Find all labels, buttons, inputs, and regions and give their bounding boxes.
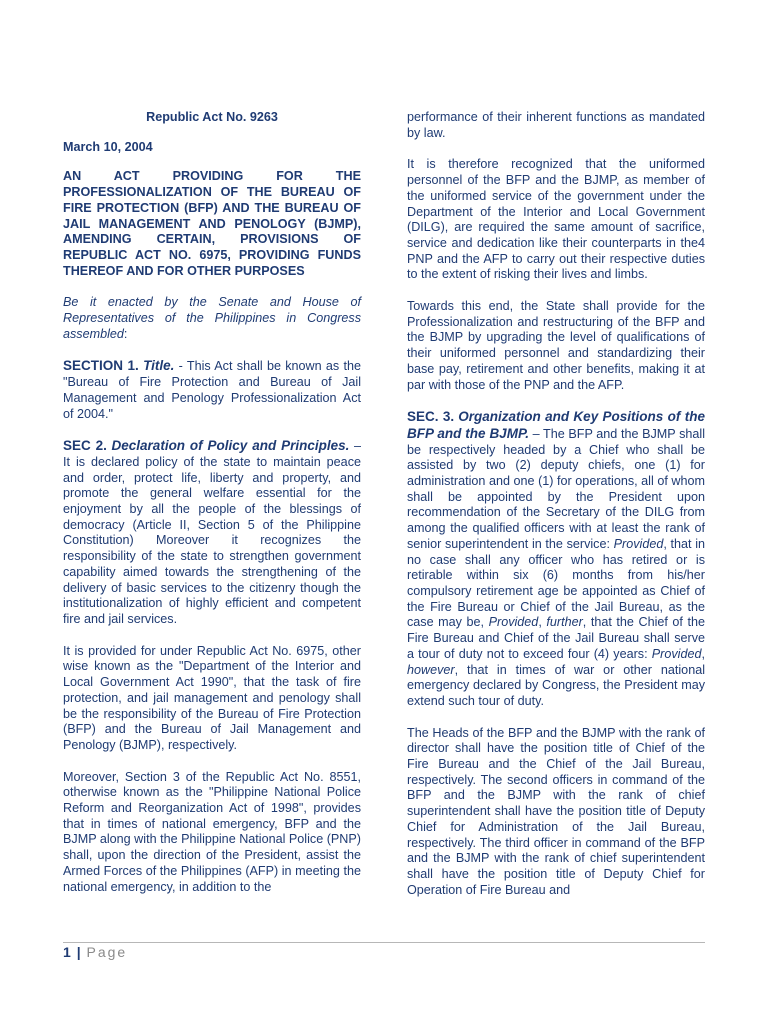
- document-title: Republic Act No. 9263: [146, 110, 278, 124]
- section-3: [407, 409, 705, 709]
- paragraph-towards: Towards this end, the State shall provide for the Professionalization and restructuring of the BFP and the BJMP by upgrading the level of qualifications of their uniformed personnel and standardizing their base pay, retirement and other benefits, making it at par with those of the PNP and the AFP.: [407, 299, 705, 392]
- paragraph-recognized: It is therefore recognized that the uniformed personnel of the BFP and the BJMP, as member of the uniformed service of the government under the Department of the Interior and Local Government (DILG), are required the same amount of sacrifice, service and dedication like their counterparts in the4 PNP and the AFP to carry out their respective duties to the extent of risking their lives and limbs.: [407, 157, 705, 282]
- section-3-number: SEC. 3.: [407, 409, 455, 425]
- section-2-title: Declaration of Policy and Principles.: [111, 438, 350, 454]
- paragraph-continuation: performance of their inherent functions as mandated by law.: [407, 110, 705, 140]
- section-3-proviso-1: Provided: [613, 536, 664, 551]
- section-3-proviso-2: Provided: [488, 615, 539, 630]
- document-date: March 10, 2004: [63, 139, 153, 154]
- section-2: [63, 438, 361, 627]
- paragraph-heads: The Heads of the BFP and the BJMP with the rank of director shall have the position title of Chief of the Fire Bureau and the Chief of the Jail Bureau, respectively. The second officers in command of the BFP and the BJMP with the rank of chief superintendent shall have the position title of Deputy Chief for Administration of the Jail Bureau, respectively. The third officer in command of the BFP and the BJMP with the rank of chief superintendent shall have the position title of Deputy Chief for Operation of Fire Bureau and: [407, 725, 705, 897]
- page-number: 1: [63, 944, 71, 960]
- section-1-number: SECTION 1.: [63, 358, 139, 374]
- paragraph-ra-8551: Moreover, Section 3 of the Republic Act No. 8551, otherwise known as the "Philippine National Police Reform and Reorganization Act of 1998", provides that in times of national emergency, BFP and the BJMP along with the Philippine National Police (PNP) shall, upon the direction of the President, assist the Armed Forces of the Philippines (AFP) in meeting the national emergency, in addition to the: [63, 769, 361, 894]
- section-3-title: Organization and Key Positions of the BFP and the BJMP.: [407, 409, 705, 441]
- footer-rule: [63, 942, 705, 943]
- left-column: [63, 110, 361, 911]
- section-1-text: - This Act shall be known as the "Bureau of Fire Protection and Bureau of Jail Management and Penology Professionalization Act of 2004.": [63, 359, 362, 421]
- section-2-number: SEC 2.: [63, 438, 107, 454]
- section-1-title: Title.: [143, 358, 175, 374]
- section-3-proviso-5: however: [407, 662, 455, 677]
- enacting-clause: [63, 295, 361, 342]
- section-1: [63, 358, 361, 422]
- enacting-clause-text: Be it enacted by the Senate and House of Representatives of the Philippines in Congress assembled: [63, 295, 361, 341]
- page-footer: [63, 944, 127, 960]
- page-label: Page: [86, 944, 128, 960]
- right-column: [407, 110, 705, 914]
- section-3-text-5: ,: [701, 646, 705, 661]
- section-3-text-1: – The BFP and the BJMP shall be respectively headed by a Chief who shall be assisted by two (2) deputy chiefs, one (1) for administration and one (1) for operations, all of whom shall be appointed by the President upon recommendation of the Secretary of the DILG from among the qualified officers with at least the rank of senior superintendent in the service:: [407, 426, 706, 551]
- paragraph-ra-6975: It is provided for under Republic Act No. 6975, other wise known as the "Department of the Interior and Local Government Act 1990", that the task of fire protection, and jail management and penology shall be the responsibility of the Bureau of Fire Protection (BFP) and the Bureau of Jail Management and Penology (BJMP), respectively.: [63, 643, 361, 752]
- section-3-text-3: ,: [538, 615, 547, 630]
- enacting-clause-colon: :: [123, 326, 128, 341]
- section-3-text-6: , that in times of war or other national emergency declared by Congress, the President may extend such tour of duty.: [407, 662, 705, 708]
- act-title: AN ACT PROVIDING FOR THE PROFESSIONALIZATION OF THE BUREAU OF FIRE PROTECTION (BFP) AND THE BUREAU OF JAIL MANAGEMENT AND PENOLOGY (BJMP), AMENDING CERTAIN, PROVISIONS OF REPUBLIC ACT NO. 6975, PROVIDING FUNDS THEREOF AND FOR OTHER PURPOSES: [63, 169, 361, 278]
- section-3-proviso-4: Provided: [651, 646, 702, 661]
- section-2-text: – It is declared policy of the state to maintain peace and order, protect life, liberty and property, and promote the general welfare essential for the enjoyment by all the people of the blessings of democracy (Article II, Section 5 of the Philippine Constitution) Moreover it recognizes the responsibility of the state to strengthen government capability aimed towards the strengthening of the delivery of basic services to the citizenry though the institutionalization of highly efficient and competent fire and jail services.: [63, 439, 361, 626]
- section-3-text-2: , that in no case shall any officer who has retired or is retirable within six (6) months from his/her compulsory retirement age be appointed as Chief of the Fire Bureau or Chief of the Jail Bureau, as the case may be,: [407, 536, 705, 630]
- footer-separator: |: [76, 944, 81, 960]
- section-3-proviso-3: further: [546, 615, 583, 630]
- section-3-text-4: , that the Chief of the Fire Bureau and Chief of the Jail Bureau shall serve a tour of duty not to exceed four (4) years:: [407, 615, 706, 661]
